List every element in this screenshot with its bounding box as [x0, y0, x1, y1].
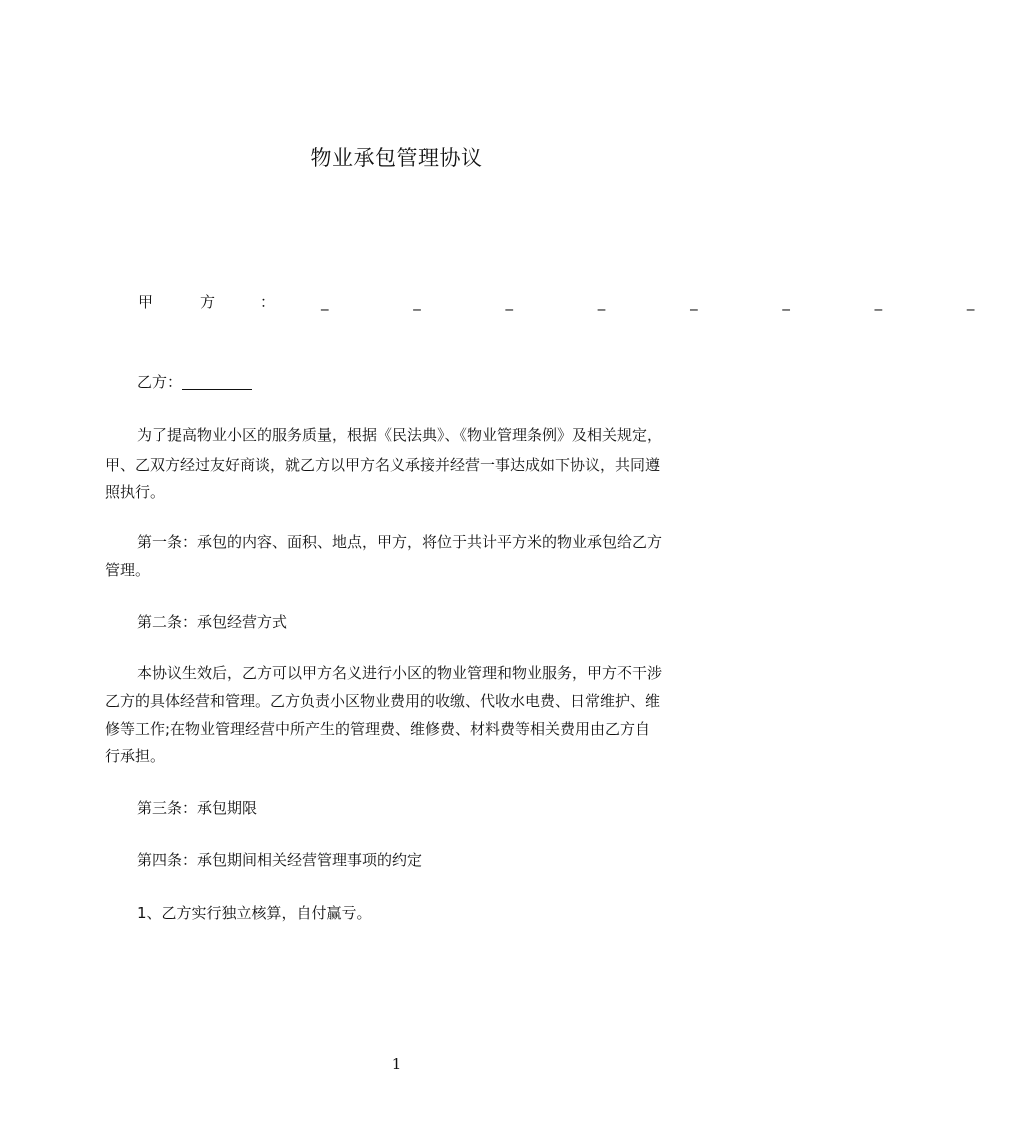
party-b-blank [182, 373, 252, 390]
party-a-char-2: 方 [200, 293, 216, 311]
preamble-line-1: 为了提高物业小区的服务质量，根据《民法典》、《物业管理条例》及相关规定， [137, 426, 663, 444]
document-title: 物业承包管理协议 [310, 146, 483, 170]
party-a-blank-text: _ _ _ _ _ _ _ _ [321, 293, 1014, 311]
party-b-line [137, 369, 735, 395]
party-a-line [138, 291, 1014, 315]
article-1-line-2: 管理。 [105, 561, 151, 579]
article-2-line-4: 行承担。 [105, 747, 166, 765]
preamble-line-2: 甲、乙双方经过友好商谈，就乙方以甲方名义承接并经营一事达成如下协议，共同遵 [105, 456, 661, 474]
party-a-char-1: 甲 [138, 293, 154, 311]
article-2-line-3: 修等工作;在物业管理经营中所产生的管理费、维修费、材料费等相关费用由乙方自 [105, 720, 651, 738]
page-number: 1 [391, 1055, 402, 1073]
article-2-line-2: 乙方的具体经营和管理。乙方负责小区物业费用的收缴、代收水电费、日常维护、维 [105, 692, 661, 710]
article-3-heading: 第三条：承包期限 [137, 799, 258, 817]
article-4-heading: 第四条：承包期间相关经营管理事项的约定 [137, 851, 423, 869]
article-4-item-1: 1、乙方实行独立核算，自付赢亏。 [137, 904, 372, 922]
preamble-line-3: 照执行。 [105, 483, 166, 501]
article-1-line-1: 第一条：承包的内容、面积、地点，甲方，将位于共计平方米的物业承包给乙方 [137, 533, 663, 551]
party-b-label: 乙方： [137, 373, 183, 391]
party-a-colon: ： [260, 293, 276, 311]
article-2-line-1: 本协议生效后，乙方可以甲方名义进行小区的物业管理和物业服务，甲方不干涉 [137, 664, 663, 682]
article-2-heading: 第二条：承包经营方式 [137, 613, 288, 631]
party-a-blank [321, 293, 1014, 311]
